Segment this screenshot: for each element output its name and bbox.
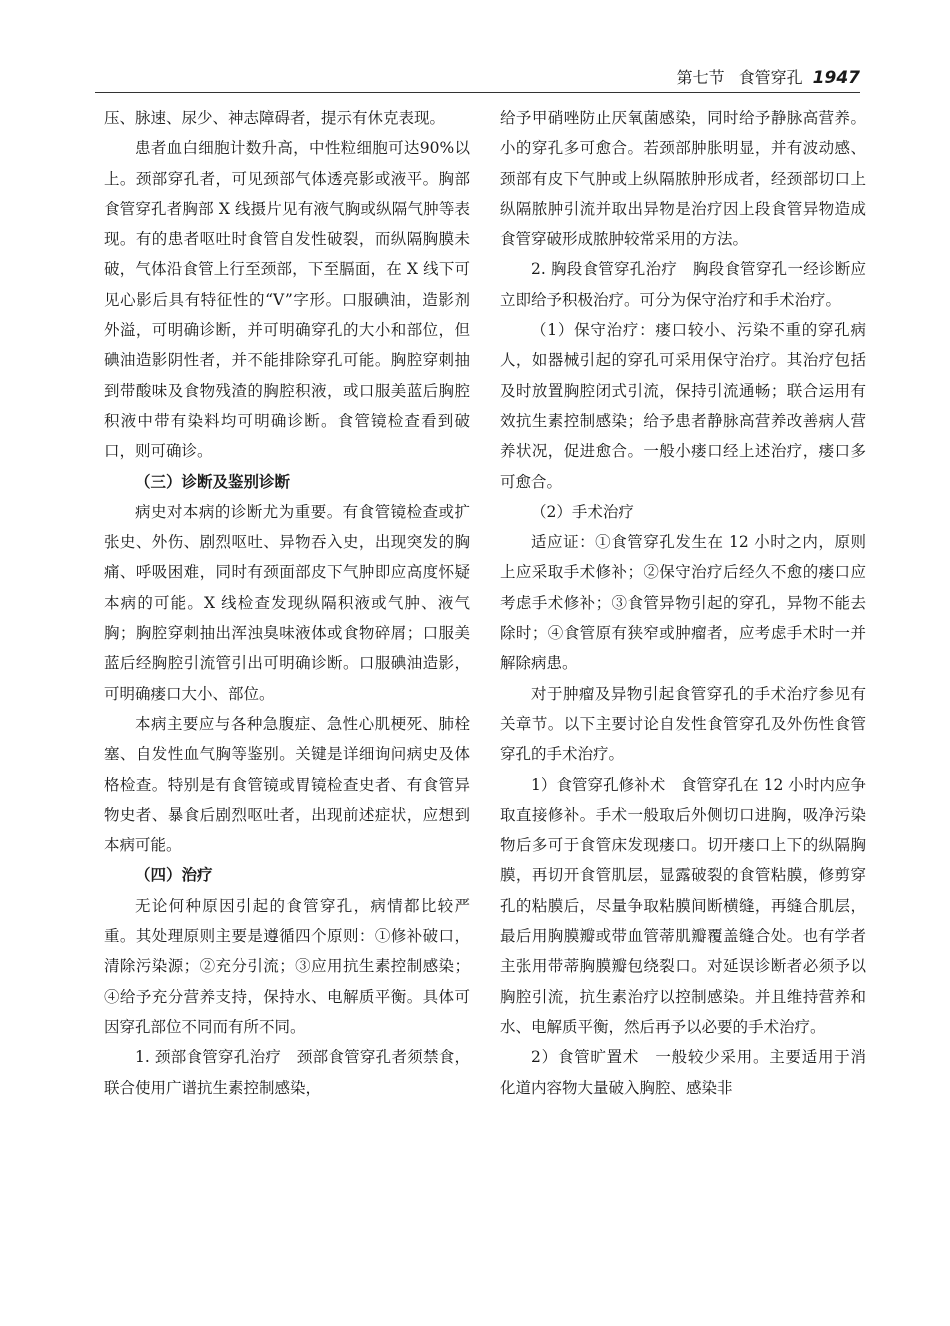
header-rule xyxy=(95,92,860,93)
paragraph: 本病主要应与各种急腹症、急性心肌梗死、肺栓塞、自发性血气胸等鉴别。关键是详细询问病史及体格检查。特别是有食管镜或胃镜检查史者、有食管异物史者、暴食后剧烈呕吐者，出现前述症状，应想到本病可能。 xyxy=(104,714,470,855)
left-column xyxy=(104,103,470,1103)
paragraph: 1. 颈部食管穿孔治疗 颈部食管穿孔者须禁食，联合使用广谱抗生素控制感染， xyxy=(104,1048,470,1097)
paragraph: （2）手术治疗 xyxy=(531,502,634,521)
paragraph: （1）保守治疗：瘘口较小、污染不重的穿孔病人，如器械引起的穿孔可采用保守治疗。其治疗包括及时放置胸腔闭式引流，保持引流通畅；联合运用有效抗生素控制感染；给予患者静脉高营养改善病人营养状况，促进愈合。一般小瘘口经上述治疗，瘘口多可愈合。 xyxy=(500,321,866,491)
running-header xyxy=(500,66,860,90)
paragraph: 对于肿瘤及异物引起食管穿孔的手术治疗参见有关章节。以下主要讨论自发性食管穿孔及外伤性食管穿孔的手术治疗。 xyxy=(500,684,866,764)
right-column xyxy=(500,103,866,1103)
header-section: 第七节 xyxy=(676,68,725,87)
paragraph: 压、脉速、尿少、神志障碍者，提示有休克表现。 xyxy=(104,109,446,127)
section-heading-diagnosis: （三）诊断及鉴别诊断 xyxy=(135,472,291,491)
paragraph: 病史对本病的诊断尤为重要。有食管镜检查或扩张史、外伤、剧烈呕吐、异物吞入史，出现突发的胸痛、呼吸困难，同时有颈面部皮下气肿即应高度怀疑本病的可能。X 线检查发现纵隔积液或气肿、液气胸；胸腔穿刺抽出浑浊臭味液体或食物碎屑；口服美蓝后经胸腔引流管引出可明确诊断。口服碘油造影，可明确瘘口大小、部位。 xyxy=(104,502,470,703)
paragraph: 2）食管旷置术 一般较少采用。主要适用于消化道内容物大量破入胸腔、感染非 xyxy=(500,1048,866,1097)
page-number: 1947 xyxy=(812,68,860,88)
paragraph: 2. 胸段食管穿孔治疗 胸段食管穿孔一经诊断应立即给予积极治疗。可分为保守治疗和手术治疗。 xyxy=(500,260,866,309)
section-heading-treatment: （四）治疗 xyxy=(135,866,213,885)
paragraph: 1）食管穿孔修补术 食管穿孔在 12 小时内应争取直接修补。手术一般取后外侧切口进胸，吸净污染物后多可于食管床发现瘘口。切开瘘口上下的纵隔胸膜，再切开食管肌层，显露破裂的食管粘膜，修剪穿孔的粘膜后，尽量争取粘膜间断横缝，再缝合肌层，最后用胸膜瓣或带血管蒂肌瓣覆盖缝合处。也有学者主张用带蒂胸膜瓣包绕裂口。对延误诊断者必须予以胸腔引流，抗生素治疗以控制感染。并且维持营养和水、电解质平衡，然后再予以必要的手术治疗。 xyxy=(500,775,866,1036)
paragraph: 患者血白细胞计数升高，中性粒细胞可达90%以上。颈部穿孔者，可见颈部气体透亮影或液平。胸部食管穿孔者胸部 X 线摄片见有液气胸或纵隔气肿等表现。有的患者呕吐时食管自发性破裂，而纵隔胸膜未破，气体沿食管上行至颈部，下至膈面，在 X 线下可见心影后具有特征性的“V”字形。口服碘油，造影剂外溢，可明确诊断，并可明确穿孔的大小和部位，但碘油造影阴性者，并不能排除穿孔可能。胸腔穿刺抽到带酸味及食物残渣的胸腔积液，或口服美蓝后胸腔积液中带有染料均可明确诊断。食管镜检查看到破口，则可确诊。 xyxy=(104,139,470,461)
header-title: 食管穿孔 xyxy=(738,68,803,87)
paragraph: 适应证：①食管穿孔发生在 12 小时之内，原则上应采取手术修补；②保守治疗后经久不愈的瘘口应考虑手术修补；③食管异物引起的穿孔，异物不能去除时；④食管原有狭窄或肿瘤者，应考虑手术时一并解除病患。 xyxy=(500,533,866,673)
paragraph: 给予甲硝唑防止厌氧菌感染，同时给予静脉高营养。小的穿孔多可愈合。若颈部肿胀明显，并有波动感、颈部有皮下气肿或上纵隔脓肿形成者，经颈部切口上纵隔脓肿引流并取出异物是治疗因上段食管异物造成食管穿破形成脓肿较常采用的方法。 xyxy=(500,109,866,249)
paragraph: 无论何种原因引起的食管穿孔，病情都比较严重。其处理原则主要是遵循四个原则：①修补破口，清除污染源；②充分引流；③应用抗生素控制感染；④给予充分营养支持，保持水、电解质平衡。具体可因穿孔部位不同而有所不同。 xyxy=(104,896,470,1036)
